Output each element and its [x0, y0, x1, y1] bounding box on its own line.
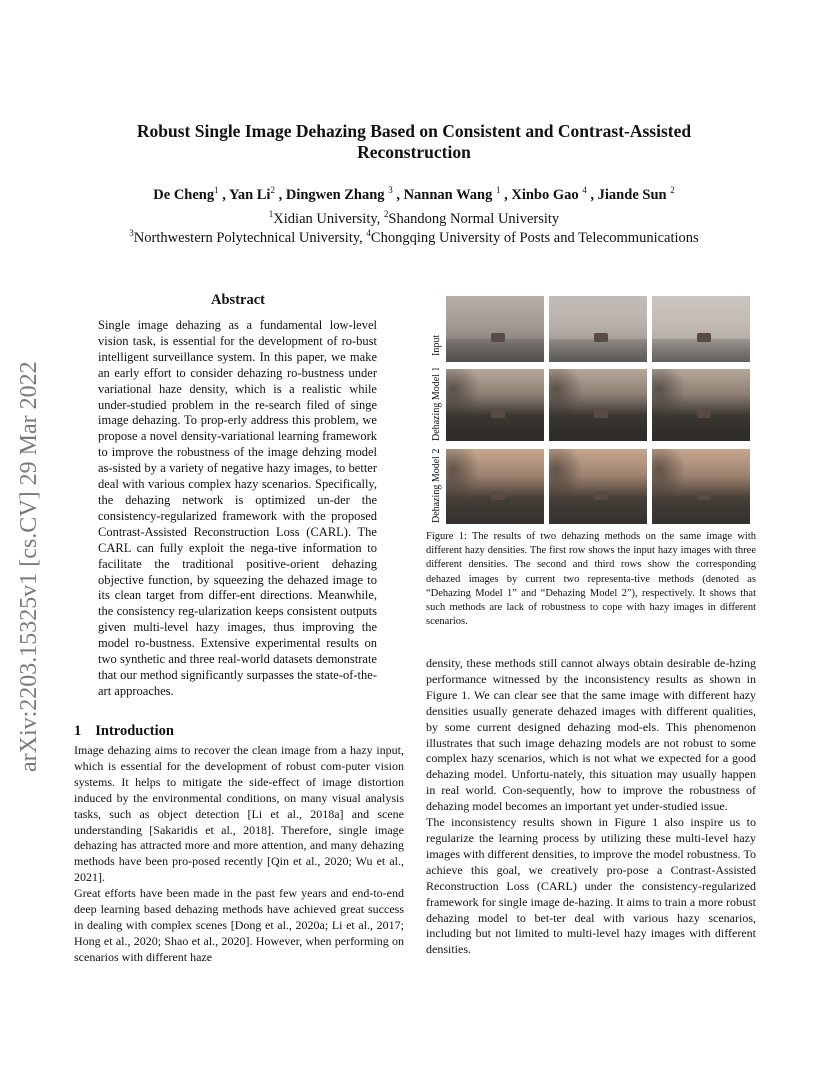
affiliation-line-1: $^1$Xidian University, $^2$Shandong Normal University	[268, 209, 560, 227]
affiliation-line-2: $^3$Northwestern Polytechnical University, $^4$Chongqing University of Posts and Telecommunications	[129, 228, 699, 246]
figure-1-caption: Figure 1: The results of two dehazing methods on the same image with different hazy densities. The first row shows the input hazy images with three different densities. The second and third rows show the corresponding dehazed images by current two representa-tive methods (denoted as “Dehazing Model 1” and “Dehazing Model 2”), respectively. It shows that such methods are lack of robustness to cope with hazy images in different scenarios.	[426, 531, 756, 628]
figure-image-model2-2	[549, 449, 647, 524]
figure-image-model1-1	[446, 369, 544, 441]
figure-row-label-input	[422, 296, 448, 362]
figure-row-label-model-1	[422, 368, 448, 442]
svg-text:Dehazing Model 1: Dehazing Model 1	[431, 368, 442, 441]
arxiv-id-text: arXiv:2203.15325v1 [cs.CV] 29 Mar 2022	[16, 361, 42, 772]
paper-title	[60, 121, 768, 163]
author: Jiande Sun $^2$	[597, 185, 675, 203]
figure-image-input-3	[652, 296, 750, 362]
section-title: Introduction	[95, 723, 174, 739]
section-heading-introduction	[74, 723, 174, 740]
intro-left-column-text: Image dehazing aims to recover the clean image from a hazy input, which is essential for the development of robust com-puter vision systems. It helps to mitigate the side-effect of image distortion induced by the environmental conditions, on many visual analysis tasks, such as object detection [Li et al., 2018a] and scene understanding [Sakaridis et al., 2018]. Therefore, single image dehazing has attracted more and more attention, and many dehazing methods have been pro-posed recently [Qin et al., 2020; Wu et al., 2021]. Great efforts have been made in the past few years and end-to-end deep learning based dehazing methods have achieved great success in dealing with complex scenes [Dong et al., 2020a; Li et al., 2017; Hong et al., 2020; Shao et al., 2020]. However, when performing on scenarios with different haze	[74, 743, 404, 964]
figure-image-model2-3	[652, 449, 750, 524]
svg-text:Input: Input	[431, 334, 442, 356]
arxiv-stamp	[6, 282, 44, 782]
section-number: 1	[74, 723, 82, 739]
figure-image-model2-1	[446, 449, 544, 524]
author: Yan Li$^2$	[228, 185, 275, 203]
author: Dingwen Zhang $^3$	[285, 185, 393, 203]
title-line-2: Reconstruction	[357, 142, 471, 162]
author: Nannan Wang $^1$	[403, 185, 501, 203]
abstract-heading: Abstract	[211, 292, 265, 308]
figure-image-model1-3	[652, 369, 750, 441]
author-list: De Cheng$^1$ , Yan Li$^2$ , Dingwen Zhang $^3$ , Nannan Wang $^1$ , Xinbo Gao $^4$ , Jiande Sun $^2$	[153, 185, 675, 203]
figure-image-input-1	[446, 296, 544, 362]
figure-image-input-2	[549, 296, 647, 362]
author: De Cheng$^1$	[153, 185, 219, 203]
title-line-1: Robust Single Image Dehazing Based on Consistent and Contrast-Assisted	[136, 121, 692, 141]
figure-row-label-model-2	[422, 448, 448, 524]
intro-right-column-text: density, these methods still cannot always obtain desirable de-hzing performance witnessed by the inconsistency results as shown in Figure 1. We can clear see that the same image with different hazy densities usually generate dehazed images with different qualities, by some current designed dehazing mod-els. This phenomenon illustrates that such image dehazing models are not robust to some complex hazy scenarios, which is not what we expected for a good dehazing model. Unfortu-nately, this situation may usually happen in real world. Con-sequently, how to improve the robustness of dehazing model becomes an important yet under-studied issue. The inconsistency results shown in Figure 1 also inspire us to regularize the learning process by utilizing these multi-level hazy images with different densities, to improve the model robustness. To achieve this goal, we creatively pro-pose a Contrast-Assisted Reconstruction Loss (CARL) under the consistency-regularized framework for single image de-hazing. It aims to train a more robust dehazing model to bet-ter deal with various hazy scenarios, including but not limited to multi-level hazy images with different densities.	[426, 656, 756, 957]
svg-text:Dehazing Model 2: Dehazing Model 2	[431, 448, 442, 523]
figure-image-model1-2	[549, 369, 647, 441]
abstract-body: Single image dehazing as a fundamental low-level vision task, is essential for the development of ro-bust intelligent surveillance system. In this paper, we make an early effort to consider dehazing ro-bustness under variational haze density, which is a realistic while under-studied problem in the re-search filed of singe image dehazing. To prop-erly address this problem, we propose a novel density-variational learning framework to improve the robustness of the image dehzing model as-sisted by a variety of negative hazy images, to better deal with various complex hazy scenarios. Specifically, the dehazing network is optimized un-der the consistency-regularized framework with the proposed Contrast-Assisted Reconstruction Loss (CARL). The CARL can fully exploit the nega-tive information to facilitate the traditional positive-orient dehazing objective function, by squeezing the dehazed image to its clean target from differ-ent directions. Meanwhile, the consistency reg-ularization keeps consistent outputs given multi-level hazy images, thus improving the model ro-bustness. Extensive experimental results on two synthetic and three real-world datasets demonstrate that our method significantly surpasses the state-of-the-art approaches.	[98, 318, 377, 698]
author: Xinbo Gao $^4$	[511, 185, 587, 203]
